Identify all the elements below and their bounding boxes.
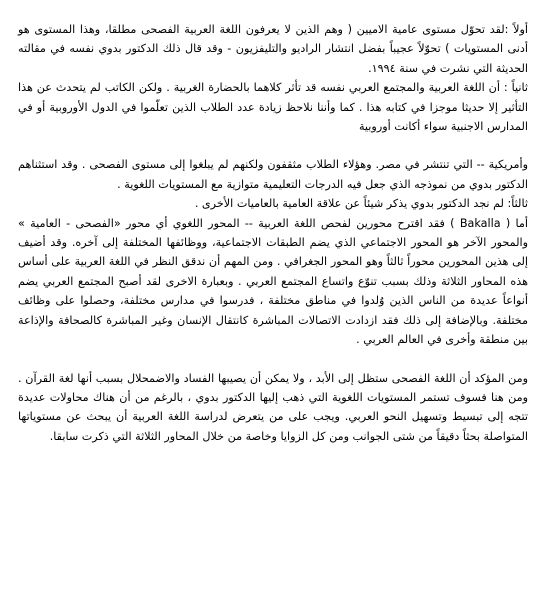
- paragraph-spacer: [18, 136, 528, 155]
- paragraph-third-point: ثالثاً: لم نجد الدكتور بدوي يذكر شيئاً عن علاقة العامية بالعاميات الأخرى .: [194, 197, 528, 211]
- paragraph-second-point-continued: وأمريكية -- التي تنتشر في مصر. وهؤلاء الطلاب مثقفون ولكنهم لم يبلغوا إلى مستوى الفصحى . وقد استثناهم الدكتور بدوي من نموذجه الذي جعل فيه الدرجات التعليمية متوازية مع المستويات اللغوية .: [18, 158, 528, 191]
- paragraph-first-point: أولاً :لقد تحوّل مستوى عامية الاميين ( وهم الذين لا يعرفون اللغة العربية الفصحى مطلقا، وهذا المستوى هو أدنى المستويات ) تحوّلاً عجيباً بفضل انتشار الراديو والتليفزيون - وقد قال ذلك الدكتور بدوي نفسه في مقالته الحديثة التي نشرت في سنة ١٩٩٤.: [18, 23, 528, 75]
- paragraph-bakalla-axes: أما ( Bakalla ) فقد اقترح محورين لفحص اللغة العربية -- المحور اللغوي أي محور «الفصحى - العامية » والمحور الآخر هو المحور الاجتماعي الذي يضم الطبقات الاجتماعية، ووظائفها المختلفة إلى آخره. وقد أضيف إلى هذين المحورين محوراً ثالثاً وهو المحور الجغرافي . ومن المهم أن ندقق النظر في اللغة العربية على أساس هذه المحاور الثلاثة وذلك بسبب تنوّع واتساع المجتمع العربي . وبعبارة الاخرى لقد أصبح المجتمع العربي يضم أنواعاً عديدة من الناس الذين وُلدوا في مناطق مختلفة ، فدرسوا في مدارس مختلفة، وحصلوا على وظائف مختلفة. وبالإضافة إلى ذلك فقد ازدادت الاتصالات المباشرة كانتقال الإنسان وغير المباشرة كالصحافة والإذاعة بين منطقة وأخرى في العالم العربي .: [18, 216, 528, 347]
- document-body: [18, 20, 528, 446]
- paragraph-second-point: ثانياً : أن اللغة العربية والمجتمع العربي نفسه قد تأثر كلاهما بالحضارة الغربية . ولكن الكاتب لم يتحدث عن هذا التأثير إلا حديثا موجزا في كتابه هذا . كما وأننا نلاحظ زيادة عدد الطلاب الذين تعلّموا في الدول الأوروبية أو في المدارس الاجنبية سواء أكانت أوروبية: [18, 81, 528, 134]
- paragraph-conclusion: ومن المؤكد أن اللغة الفصحى ستظل إلى الأبد ، ولا يمكن أن يصيبها الفساد والاضمحلال بسبب أنها لغة القرآن . ومن هنا فسوف تستمر المستويات اللغوية التي ذهب إليها الدكتور بدوي ، بالرغم من أن هناك محاولات عديدة تتجه إلى تبسيط وتسهيل النحو العربي. ويجب على من يتعرض لدراسة اللغة العربية أن يبحث عن مستوياتها المتواصلة بحثاً دقيقاً من شتى الجوانب ومن كل الزوايا وخاصة من خلال المحاور الثلاثة التي ذكرت سابقا.: [18, 371, 528, 443]
- paragraph-spacer: [18, 350, 528, 369]
